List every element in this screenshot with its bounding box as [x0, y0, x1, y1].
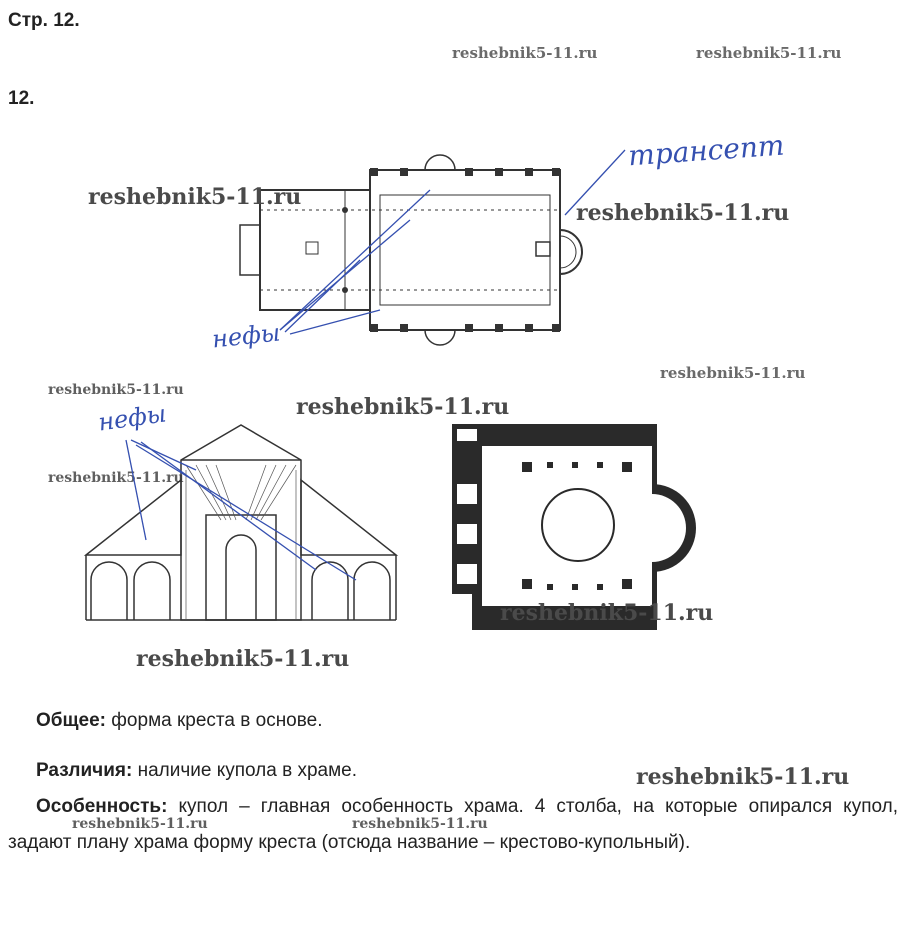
- common-label: Общее:: [36, 710, 107, 731]
- common-paragraph: [36, 703, 322, 739]
- watermark: reshebnik5-11.ru: [296, 394, 510, 420]
- watermark: reshebnik5-11.ru: [500, 600, 714, 626]
- task-number: 12.: [8, 88, 35, 109]
- watermark: reshebnik5-11.ru: [452, 44, 598, 62]
- watermark: reshebnik5-11.ru: [136, 646, 350, 672]
- annotation-transept: трансепт: [627, 128, 786, 173]
- page-heading: Стр. 12.: [8, 10, 80, 31]
- common-text: форма креста в основе.: [111, 710, 323, 731]
- watermark: reshebnik5-11.ru: [72, 816, 208, 832]
- differences-text: наличие купола в храме.: [137, 760, 358, 781]
- watermark: reshebnik5-11.ru: [696, 44, 842, 62]
- basilica-section-figure: [86, 420, 396, 625]
- watermark: reshebnik5-11.ru: [576, 200, 790, 226]
- watermark: reshebnik5-11.ru: [88, 184, 302, 210]
- watermark: reshebnik5-11.ru: [48, 470, 184, 486]
- watermark: reshebnik5-11.ru: [636, 764, 850, 790]
- annotation-naves: нефы: [96, 399, 168, 437]
- watermark: reshebnik5-11.ru: [660, 364, 806, 382]
- differences-paragraph: [36, 753, 357, 789]
- feature-text: купол – главная особенность храма. 4 столба, на которые опирался купол, задают плану храма форму креста (отсюда название – крестово-купольный).: [8, 796, 899, 853]
- watermark: reshebnik5-11.ru: [48, 382, 184, 398]
- annotation-naves: нефы: [210, 318, 282, 354]
- basilica-plan-figure: [230, 150, 590, 350]
- differences-label: Различия:: [36, 760, 133, 781]
- watermark: reshebnik5-11.ru: [352, 816, 488, 832]
- feature-label: Особенность:: [36, 796, 168, 817]
